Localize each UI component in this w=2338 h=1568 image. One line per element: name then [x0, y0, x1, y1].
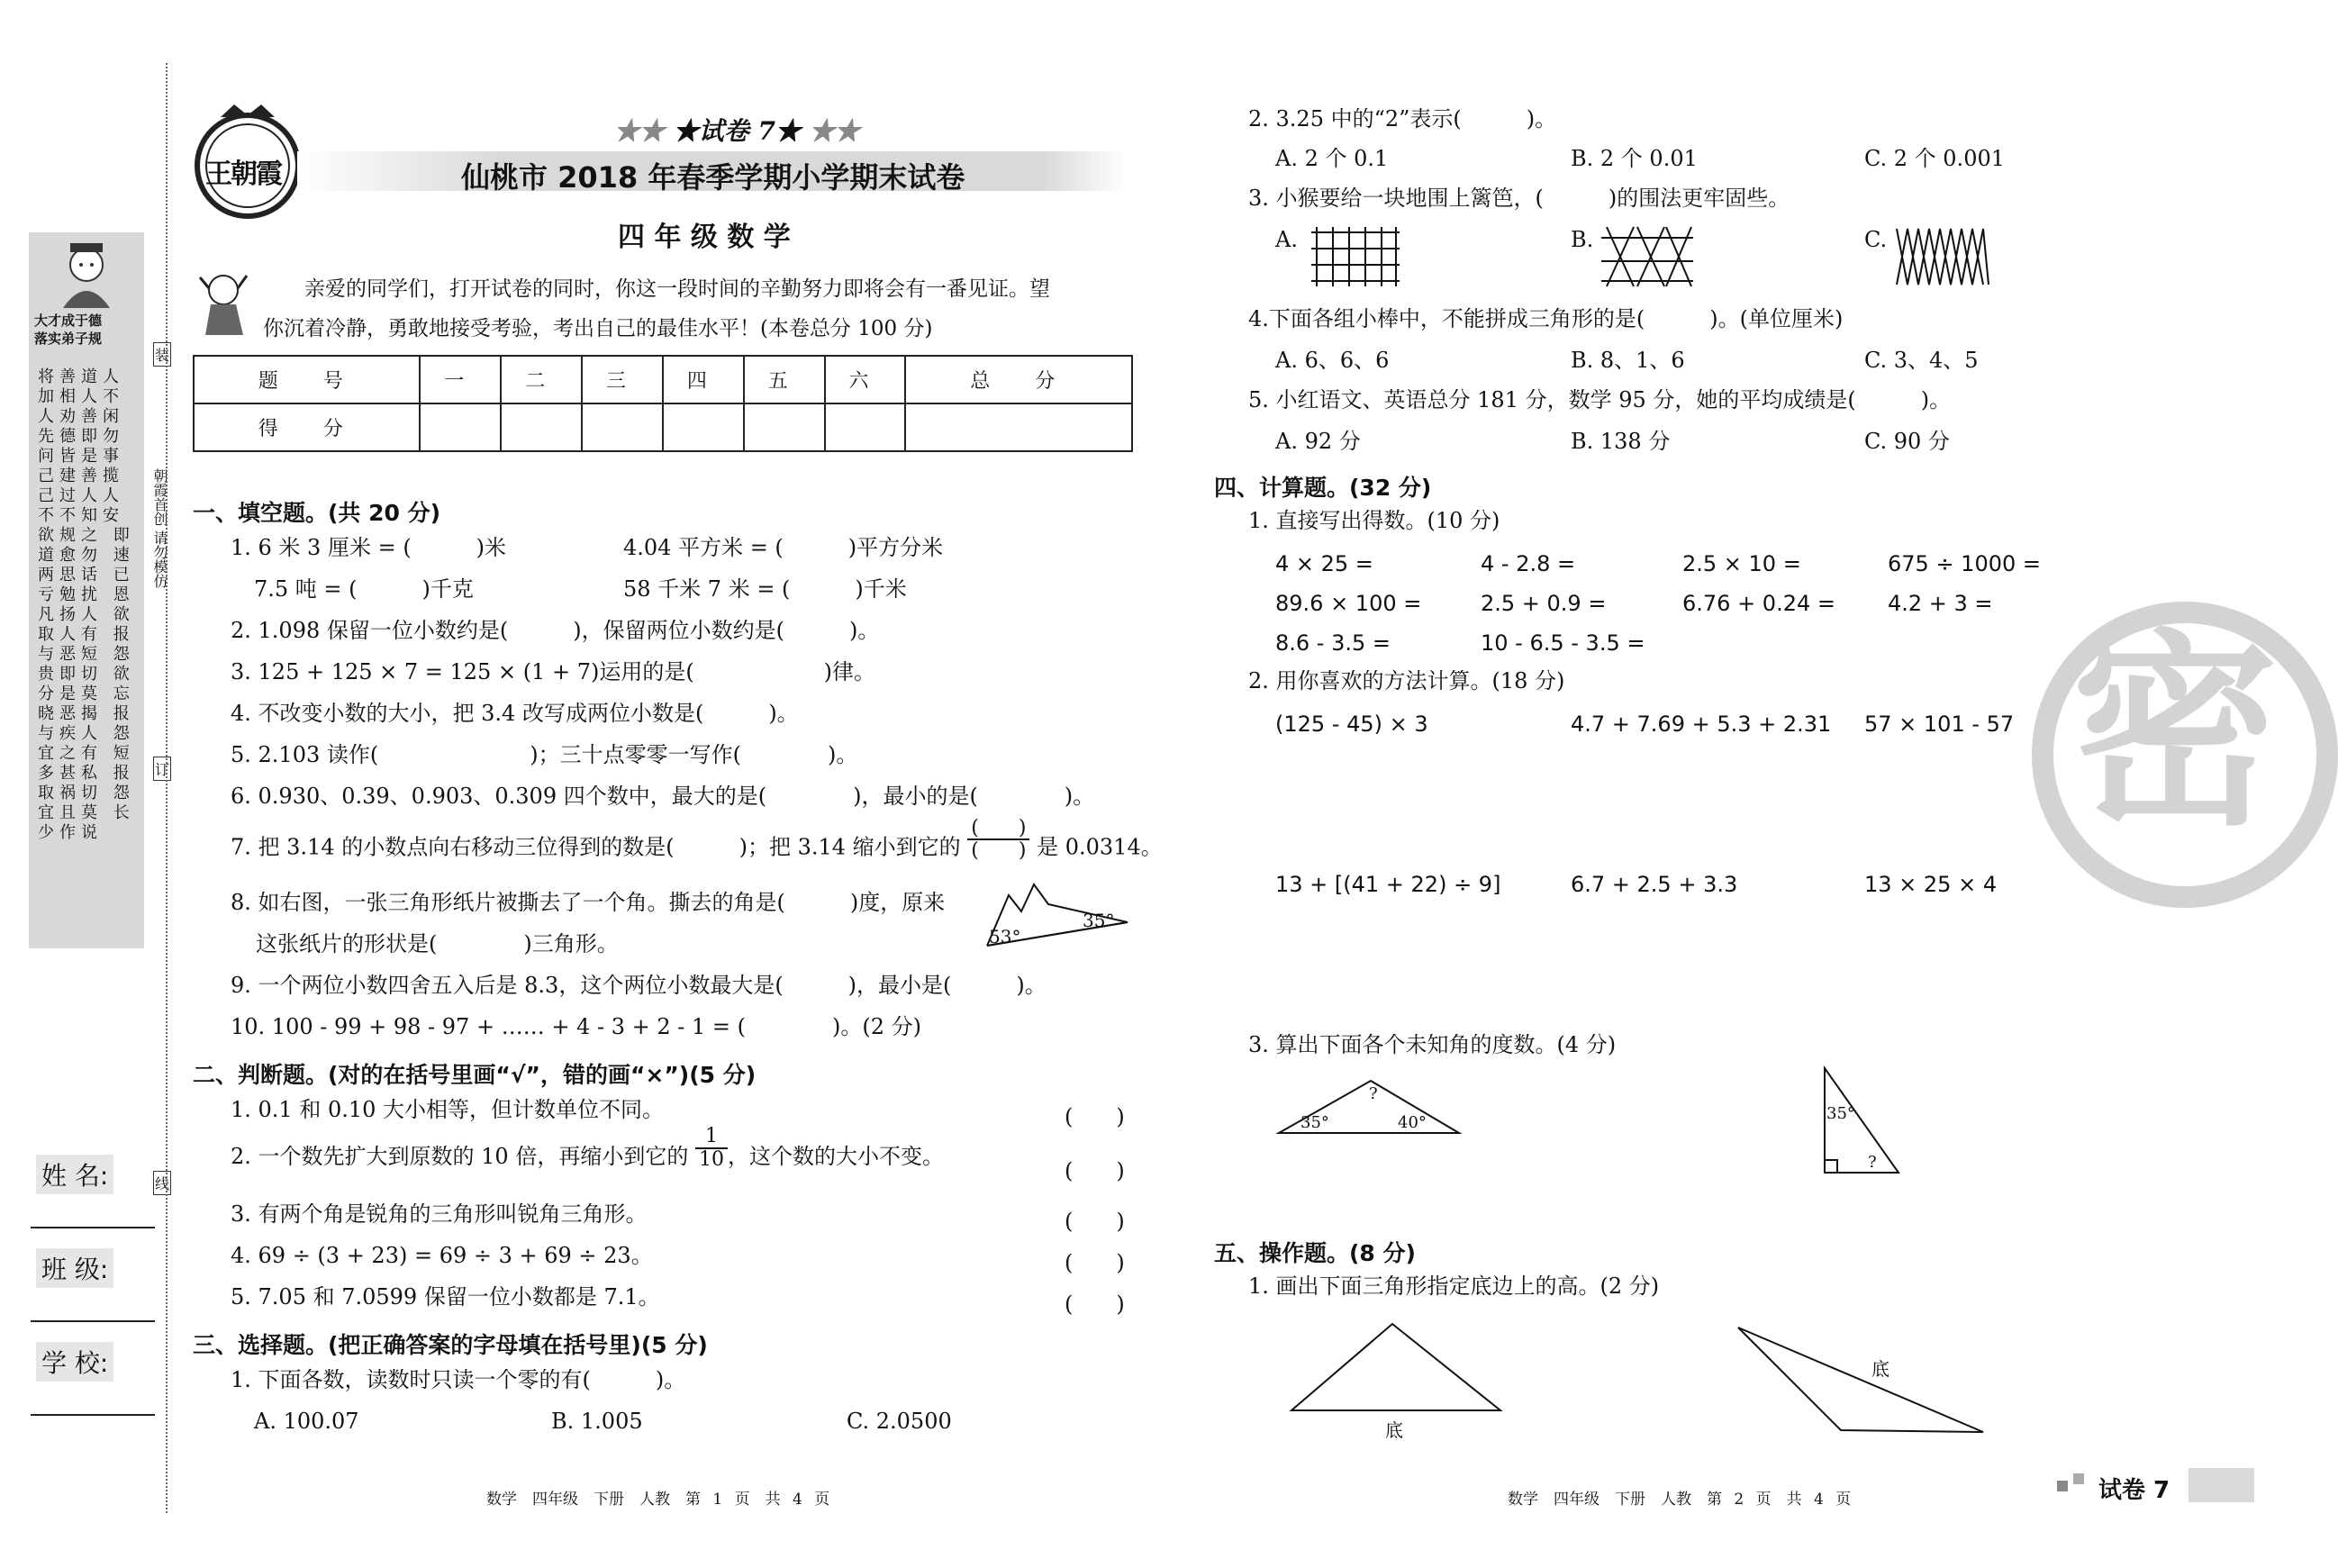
- intro-line-1: 亲爱的同学们，打开试卷的同时，你这一段时间的辛勤努力即将会有一番见证。望: [304, 277, 1050, 301]
- s3-q5-opt-a: A. 92 分: [1275, 429, 1361, 454]
- direct-calc: 2.5 × 10 =: [1682, 551, 1801, 576]
- tag-band: [2188, 1468, 2254, 1502]
- s3-q4-opt-b: B. 8、1、6: [1571, 348, 1685, 373]
- s1-q4: 4. 不改变小数的大小，把 3.4 改写成两位小数是( )。: [231, 701, 799, 726]
- series-badge: ★★ ★试卷 7★ ★★: [614, 116, 860, 146]
- brand-logo-text: 王朝霞: [205, 159, 281, 190]
- binding-line: [166, 63, 168, 1513]
- section2-title: 二、判断题。(对的在括号里画“√”，错的画“×”)(5 分): [193, 1062, 757, 1088]
- s3-q1: 1. 下面各数，读数时只读一个零的有( )。: [231, 1367, 686, 1392]
- s1-q10: 10. 100 - 99 + 98 - 97 + …… + 4 - 3 + 2 - 1 = ( )。(2 分): [231, 1014, 921, 1039]
- s3-q5-opt-b: B. 138 分: [1571, 429, 1671, 454]
- class-field[interactable]: [31, 1320, 155, 1322]
- score-head-cell: 五: [744, 356, 825, 403]
- motto-top-line1: 大才成于德: [34, 313, 103, 329]
- s3-q3: 3. 小猴要给一块地围上篱笆，( )的围法更牢固些。: [1248, 186, 1790, 211]
- s3-q1-opt-c: C. 2.0500: [847, 1409, 952, 1434]
- mascot-icon: [193, 268, 256, 340]
- fraction-denominator: 10: [698, 1147, 724, 1171]
- s3-q2-opt-b: B. 2 个 0.01: [1571, 146, 1698, 171]
- s5-sub1: 1. 画出下面三角形指定底边上的高。(2 分): [1248, 1273, 1660, 1299]
- s3-q4-opt-c: C. 3、4、5: [1864, 348, 1979, 373]
- score-cell[interactable]: [420, 403, 501, 451]
- score-cell[interactable]: [825, 403, 906, 451]
- name-field[interactable]: [31, 1227, 155, 1228]
- direct-calc: 675 ÷ 1000 =: [1888, 551, 2041, 576]
- footer-right: 数学 四年级 下册 人教 第 2 页 共 4 页: [1508, 1491, 1852, 1509]
- score-table: [193, 355, 1133, 452]
- section1-title: 一、填空题。(共 20 分): [193, 500, 441, 526]
- score-head-cell: 四: [663, 356, 744, 403]
- binding-mark-3: 线: [153, 1171, 171, 1195]
- tri2-unknown: ?: [1868, 1153, 1877, 1172]
- score-cell[interactable]: [663, 403, 744, 451]
- scholar-figure-icon: [50, 238, 122, 310]
- fence-zigzag-figure: [1893, 225, 1992, 288]
- score-cell[interactable]: [582, 403, 663, 451]
- s1-q8a: 8. 如右图，一张三角形纸片被撕去了一个角。撕去的角是( )度，原来: [231, 890, 946, 915]
- angle-label-35: 35°: [1083, 910, 1115, 931]
- intro-line-2: 你沉着冷静，勇敢地接受考验，考出自己的最佳水平！(本卷总分 100 分): [263, 317, 933, 340]
- series-label: 试卷 7: [698, 116, 775, 146]
- tri2-angle: 35°: [1826, 1104, 1855, 1123]
- paper-tag: 试卷 7: [2098, 1477, 2170, 1504]
- judge-answer-4[interactable]: ( ): [1065, 1250, 1125, 1275]
- s2-q2-tail: ，这个数的大小不变。: [727, 1144, 944, 1169]
- section5-title: 五、操作题。(8 分): [1214, 1240, 1416, 1266]
- class-label: 班 级:: [36, 1248, 113, 1288]
- s1-q7-text: 7. 把 3.14 的小数点向右移动三位得到的数是( )；把 3.14 缩小到它的: [231, 834, 961, 860]
- s1-q6: 6. 0.930、0.39、0.903、0.309 四个数中，最大的是( )，最小的是( )。: [231, 784, 1095, 809]
- s1-q3: 3. 125 + 125 × 7 = 125 × (1 + 7)运用的是( )律。: [231, 659, 876, 684]
- base-label-2: 底: [1871, 1358, 1889, 1380]
- score-head-cell: 六: [825, 356, 906, 403]
- direct-calc: 2.5 + 0.9 =: [1481, 591, 1607, 616]
- s4-sub3: 3. 算出下面各个未知角的度数。(4 分): [1248, 1032, 1617, 1057]
- s2-q5: 5. 7.05 和 7.0599 保留一位小数都是 7.1。: [231, 1284, 660, 1310]
- fence-grid-figure: [1306, 225, 1405, 288]
- base-label-1: 底: [1385, 1419, 1403, 1441]
- tri1-angle-a: 35°: [1300, 1113, 1329, 1132]
- judge-answer-1[interactable]: ( ): [1065, 1104, 1125, 1129]
- score-cell[interactable]: [905, 403, 1132, 451]
- s2-q2-fraction: [695, 1126, 728, 1169]
- tri1-angle-b: 40°: [1398, 1113, 1427, 1132]
- s1-q5: 5. 2.103 读作( )；三十点零零一写作( )。: [231, 742, 858, 767]
- school-label: 学 校:: [36, 1342, 113, 1382]
- judge-answer-3[interactable]: ( ): [1065, 1209, 1125, 1234]
- exam-title: 仙桃市 2018 年春季学期小学期末试卷: [461, 160, 965, 195]
- motto-text: 将善道人 加相人不 人劝善闲 先德即勿 问皆是事 己建善揽 己过人人 不不知安 欲规之 即道愈勿 速两思话 已亏勉扰 恩凡扬人 欲取人有 报与恶短 怨贵即切 欲分是莫 忘晓恶揭 报与疾人 怨宜之有 短多甚私 报取祸切 怨宜且莫 长少作说: [38, 367, 135, 842]
- direct-calc: 4.2 + 3 =: [1888, 591, 1993, 616]
- s3-q2: 2. 3.25 中的“2”表示( )。: [1248, 106, 1557, 131]
- method-calc: (125 - 45) × 3: [1275, 711, 1428, 737]
- fraction-numerator: ( ): [967, 818, 1029, 840]
- s1-q1a: 1. 6 米 3 厘米 = ( )米: [231, 535, 507, 560]
- s2-q2: [231, 1125, 944, 1171]
- s3-q2-opt-c: C. 2 个 0.001: [1864, 146, 2005, 171]
- method-calc: 4.7 + 7.69 + 5.3 + 2.31: [1571, 711, 1832, 737]
- s1-q8b: 这张纸片的形状是( )三角形。: [256, 931, 619, 956]
- method-calc: 13 × 25 × 4: [1864, 872, 1998, 897]
- angle-label-53: 53°: [989, 926, 1021, 947]
- s2-q2-text: 2. 一个数先扩大到原数的 10 倍，再缩小到它的: [231, 1144, 689, 1169]
- score-cell[interactable]: [744, 403, 825, 451]
- score-head-cell: 一: [420, 356, 501, 403]
- s1-q1c: 7.5 吨 = ( )千克: [254, 576, 474, 602]
- tag-deco: [2057, 1481, 2068, 1491]
- s2-q3: 3. 有两个角是锐角的三角形叫锐角三角形。: [231, 1201, 648, 1227]
- s3-q3-opt-c: C.: [1864, 227, 1888, 252]
- s3-q5-opt-c: C. 90 分: [1864, 429, 1950, 454]
- s1-q1d: 58 千米 7 米 = ( )千米: [623, 576, 907, 602]
- triangle-draw-1: [1288, 1320, 1504, 1414]
- s3-q1-opt-b: B. 1.005: [551, 1409, 643, 1434]
- direct-calc: 8.6 - 3.5 =: [1275, 630, 1391, 656]
- s3-q3-opt-a: A.: [1275, 227, 1298, 252]
- s1-q9: 9. 一个两位小数四舍五入后是 8.3，这个两位小数最大是( )，最小是( )。: [231, 973, 1047, 998]
- s3-q1-opt-a: A. 100.07: [254, 1409, 359, 1434]
- s3-q4: 4.下面各组小棒中，不能拼成三角形的是( )。(单位厘米): [1248, 306, 1844, 331]
- binding-note: 朝霞首创 请勿模仿: [151, 468, 168, 589]
- direct-calc: 6.76 + 0.24 =: [1682, 591, 1835, 616]
- section4-title: 四、计算题。(32 分): [1214, 475, 1432, 501]
- s1-q1b: 4.04 平方米 = ( )平方分米: [623, 535, 944, 560]
- s3-q3-opt-b: B.: [1571, 227, 1594, 252]
- s3-q2-opt-a: A. 2 个 0.1: [1275, 146, 1389, 171]
- school-field[interactable]: [31, 1414, 155, 1416]
- s1-q7: [231, 817, 1163, 863]
- s2-q4: 4. 69 ÷ (3 + 23) = 69 ÷ 3 + 69 ÷ 23。: [231, 1243, 653, 1268]
- method-calc: 13 + [(41 + 22) ÷ 9]: [1275, 872, 1501, 897]
- footer-left: 数学 四年级 下册 人教 第 1 页 共 4 页: [486, 1491, 830, 1509]
- direct-calc: 89.6 × 100 =: [1275, 591, 1422, 616]
- s4-sub1: 1. 直接写出得数。(10 分): [1248, 508, 1500, 533]
- s1-q7-tail: 是 0.0314。: [1037, 834, 1163, 860]
- score-head-cell: 三: [582, 356, 663, 403]
- sidebar-motto-panel: [29, 232, 144, 948]
- section3-title: 三、选择题。(把正确答案的字母填在括号里)(5 分): [193, 1332, 708, 1358]
- method-calc: 6.7 + 2.5 + 3.3: [1571, 872, 1738, 897]
- name-label: 姓 名:: [36, 1155, 113, 1194]
- judge-answer-2[interactable]: ( ): [1065, 1158, 1125, 1183]
- score-row-label: 得 分: [194, 403, 420, 451]
- tri1-unknown: ?: [1369, 1084, 1378, 1103]
- s4-sub2: 2. 用你喜欢的方法计算。(18 分): [1248, 668, 1565, 693]
- direct-calc: 4 × 25 =: [1275, 551, 1373, 576]
- s3-q4-opt-a: A. 6、6、6: [1275, 348, 1390, 373]
- s3-q5: 5. 小红语文、英语总分 181 分，数学 95 分，她的平均成绩是( )。: [1248, 387, 1952, 412]
- score-head-cell: 题 号: [194, 356, 420, 403]
- subject-title: 四 年 级 数 学: [618, 222, 791, 253]
- s2-q1: 1. 0.1 和 0.10 大小相等，但计数单位不同。: [231, 1097, 665, 1122]
- score-head-cell: 二: [501, 356, 582, 403]
- score-cell[interactable]: [501, 403, 582, 451]
- direct-calc: 4 - 2.8 =: [1481, 551, 1576, 576]
- tag-deco: [2073, 1473, 2084, 1484]
- s1-q7-fraction: [967, 818, 1029, 861]
- stamp-text: 密: [2071, 613, 2279, 854]
- fraction-denominator: ( ): [971, 839, 1027, 863]
- s1-q2: 2. 1.098 保留一位小数约是( )，保留两位小数约是( )。: [231, 618, 880, 643]
- score-head-cell: 总 分: [905, 356, 1132, 403]
- binding-mark-1: 装: [153, 342, 171, 367]
- judge-answer-5[interactable]: ( ): [1065, 1292, 1125, 1317]
- direct-calc: 10 - 6.5 - 3.5 =: [1481, 630, 1645, 656]
- triangle-draw-2: [1735, 1324, 1987, 1436]
- motto-top-line2: 落实弟子规: [34, 331, 103, 347]
- fence-cross-figure: [1598, 225, 1697, 288]
- binding-mark-2: 订: [153, 757, 171, 781]
- method-calc: 57 × 101 - 57: [1864, 711, 2015, 737]
- fraction-numerator: 1: [695, 1126, 728, 1148]
